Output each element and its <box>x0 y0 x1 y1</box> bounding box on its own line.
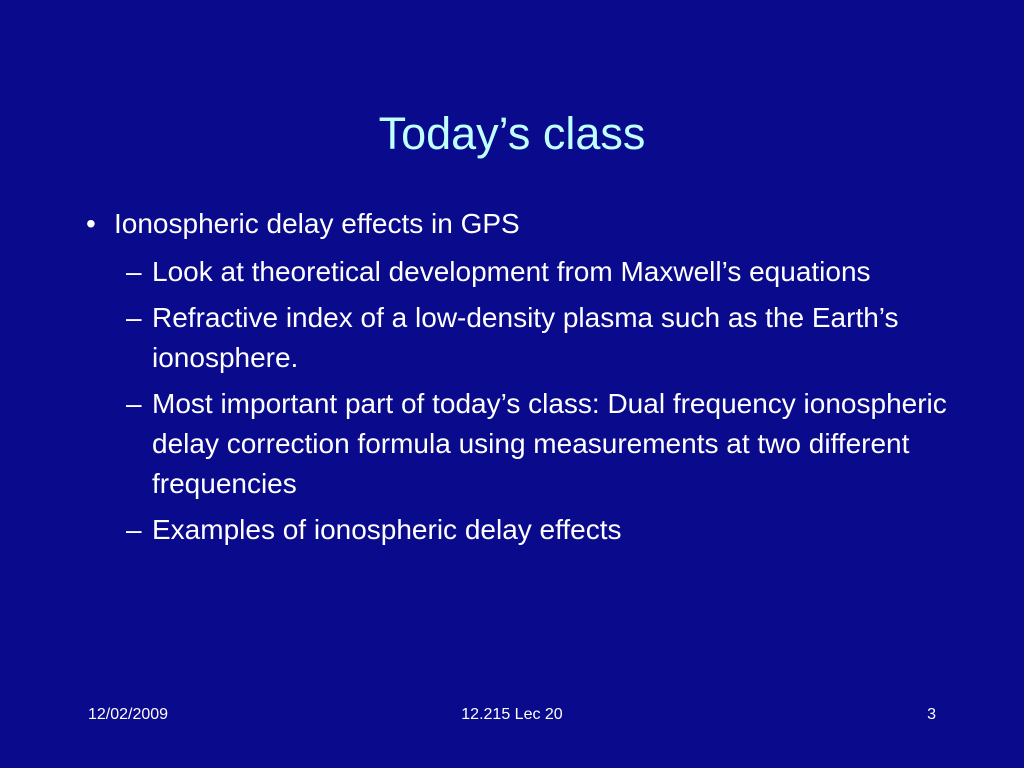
footer-course: 12.215 Lec 20 <box>461 706 563 723</box>
sub-bullet-item <box>80 298 960 378</box>
bullet-marker: • <box>86 208 96 239</box>
sub-bullet-text: Most important part of today’s class: Dual frequency ionospheric delay correction formula using measurements at two different frequencies <box>152 388 947 499</box>
dash-marker: – <box>126 302 142 333</box>
sub-bullet-list <box>80 252 960 550</box>
slide-title: Today’s class <box>378 108 646 159</box>
sub-bullet-item <box>80 252 960 292</box>
sub-bullet-text: Examples of ionospheric delay effects <box>152 514 622 545</box>
dash-marker: – <box>126 388 142 419</box>
sub-bullet-item <box>80 510 960 550</box>
sub-bullet-item <box>80 384 960 504</box>
page-number: 3 <box>927 706 936 723</box>
bullet-text: Ionospheric delay effects in GPS <box>114 208 520 239</box>
bullet-item <box>80 202 960 246</box>
dash-marker: – <box>126 256 142 287</box>
footer-date: 12/02/2009 <box>88 706 169 723</box>
sub-bullet-text: Refractive index of a low-density plasma such as the Earth’s ionosphere. <box>152 302 899 373</box>
sub-bullet-text: Look at theoretical development from Maxwell’s equations <box>152 256 871 287</box>
slide-content <box>80 202 960 550</box>
dash-marker: – <box>126 514 142 545</box>
